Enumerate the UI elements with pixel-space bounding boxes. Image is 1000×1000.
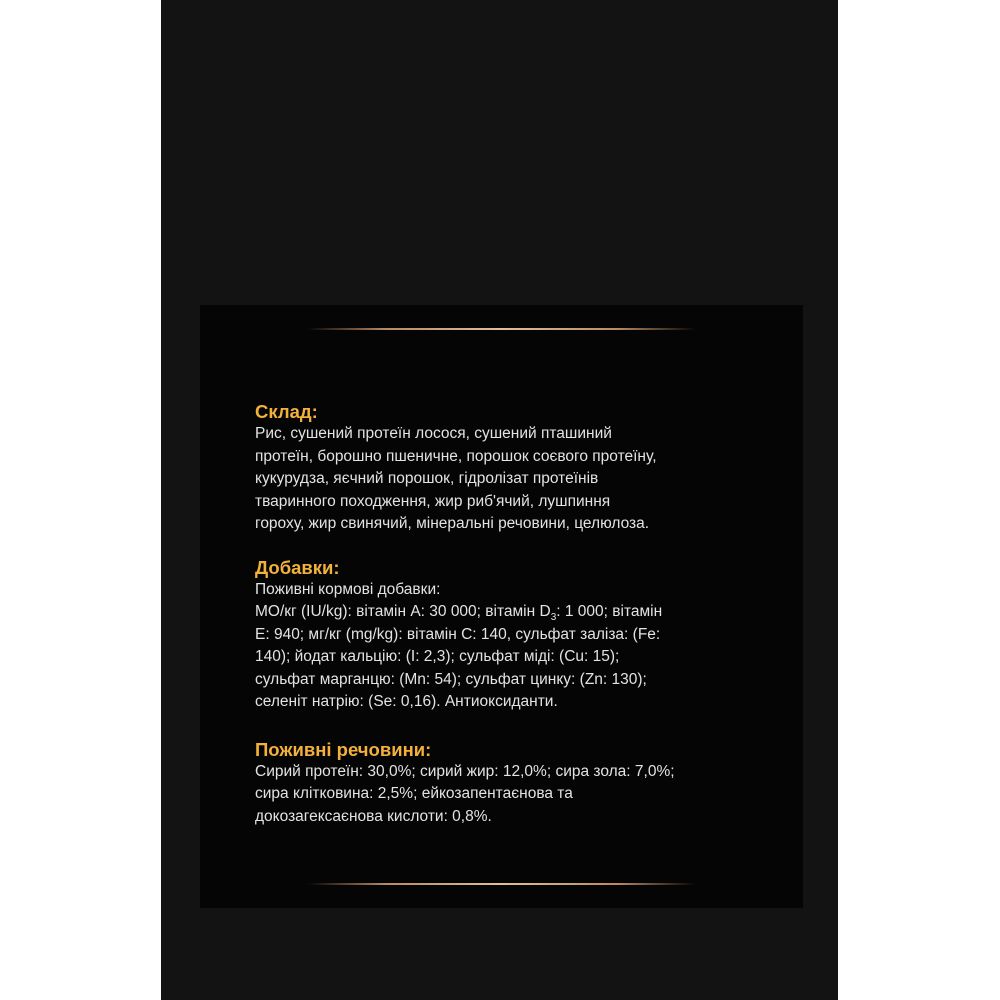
top-gold-divider — [308, 328, 696, 330]
ingredients-content — [255, 401, 765, 828]
nutrients-title: Поживні речовини: — [255, 738, 432, 760]
additives-line: 140); йодат кальцію: (I: 2,3); сульфат міді: (Cu: 15); — [255, 648, 620, 665]
composition-line: гороху, жир свинячий, мінеральні речовини, целюлоза. — [255, 515, 650, 532]
additives-line-part: МО/кг (IU/kg): вітамін А: 30 000; вітамін D — [255, 603, 551, 620]
additives-line: сульфат марганцю: (Mn: 54); сульфат цинку: (Zn: 130); — [255, 670, 647, 688]
composition-title: Склад: — [255, 401, 318, 422]
nutrients-line: Сирий протеїн: 30,0%; сирий жир: 12,0%; сира зола: 7,0%; — [255, 762, 675, 780]
composition-line: Рис, сушений протеїн лосося, сушений пташиний — [255, 425, 612, 442]
composition-line: кукурудза, яєчний порошок, гідролізат протеїнів — [255, 470, 599, 487]
additives-line: Е: 940; мг/кг (mg/kg): вітамін С: 140, сульфат заліза: (Fe: — [255, 625, 661, 643]
nutrients-text — [255, 761, 765, 829]
vitamin-d-subscript: 3 — [550, 612, 557, 624]
additives-line — [255, 601, 765, 624]
additives-line: селеніт натрію: (Se: 0,16). Антиоксиданти. — [255, 693, 558, 710]
additives-text — [255, 579, 765, 714]
ingredients-panel — [200, 305, 803, 908]
bottom-gold-divider — [308, 883, 696, 885]
additives-title: Добавки: — [255, 556, 340, 578]
nutrients-line: сира клітковина: 2,5%; ейкозапентаєнова та — [255, 785, 573, 802]
nutrients-line: докозагексаєнова кислоти: 0,8%. — [255, 807, 492, 825]
additives-line: Поживні кормові добавки: — [255, 580, 441, 598]
composition-line: тваринного походження, жир риб'ячий, лушпиння — [255, 492, 611, 510]
additives-line-part: : 1 000; вітамін — [556, 603, 663, 620]
composition-text — [255, 423, 765, 536]
composition-line: протеїн, борошно пшеничне, порошок соєвого протеїну, — [255, 447, 657, 465]
